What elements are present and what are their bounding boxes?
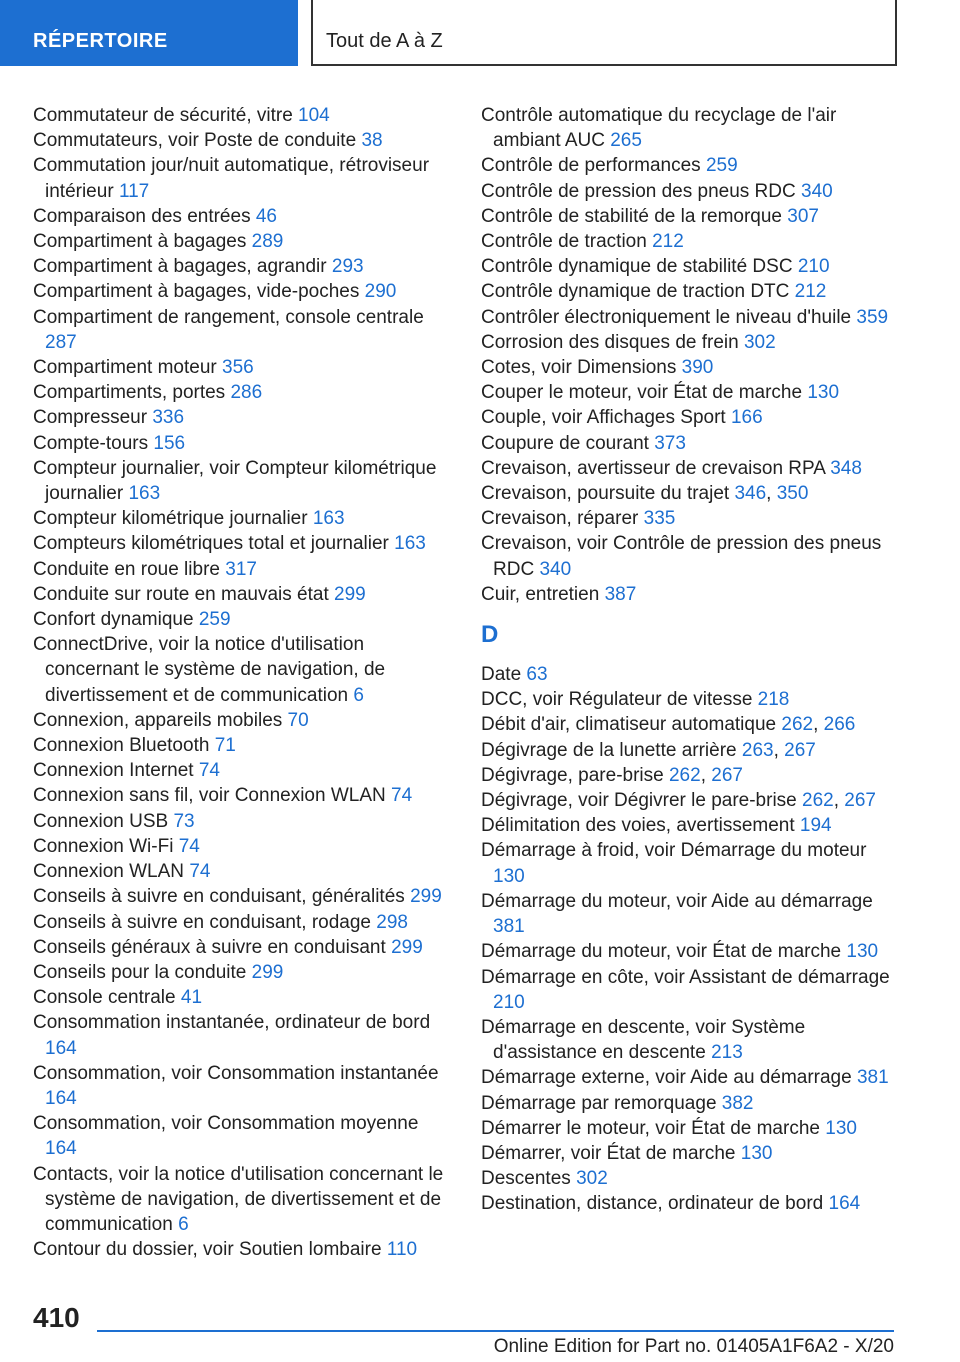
index-entry-text: Démarrage du moteur, voir État de marche xyxy=(481,941,842,963)
page-reference-link[interactable]: 130 xyxy=(493,865,525,887)
index-entry xyxy=(33,884,448,909)
page-reference-link[interactable]: 302 xyxy=(576,1168,608,1190)
index-entry xyxy=(481,1166,891,1191)
footer-edition: Online Edition for Part no. 01405A1F6A2 - X/20 xyxy=(493,1336,894,1357)
index-entry xyxy=(481,1191,891,1216)
index-entry-text: Connexion, appareils mobiles xyxy=(33,709,283,731)
index-entry: Crevaison, poursuite du trajet 346, 350 xyxy=(481,483,809,505)
index-entry-text: Démarrer, voir État de marche xyxy=(481,1142,736,1164)
page-reference-link[interactable]: 194 xyxy=(799,815,832,837)
index-entry xyxy=(481,279,891,304)
index-entry xyxy=(481,506,891,531)
page-reference-link[interactable]: 336 xyxy=(152,407,185,429)
index-entry xyxy=(33,557,448,582)
index-entry: Dégivrage, pare-brise 262, 267 xyxy=(481,764,743,786)
index-entry xyxy=(481,103,891,153)
index-entry xyxy=(481,380,891,405)
page-reference-link[interactable]: 38 xyxy=(361,130,383,152)
index-entry-text: Crevaison, poursuite du trajet xyxy=(481,483,730,505)
page-reference-link[interactable]: 373 xyxy=(654,432,686,454)
index-entry-text: Commutateurs, voir Poste de conduite xyxy=(33,130,357,152)
page-reference-link[interactable]: 213 xyxy=(711,1042,743,1064)
index-entry xyxy=(481,355,891,380)
index-entry xyxy=(33,783,448,808)
index-entry-text: Contrôle de pression des pneus RDC xyxy=(481,180,796,202)
index-entry-text: Descentes xyxy=(481,1168,571,1190)
index-column-left xyxy=(33,103,448,1262)
page-reference-link[interactable]: 267 xyxy=(784,739,816,761)
index-entry-text: Compresseur xyxy=(33,407,148,429)
page-reference-link[interactable]: 302 xyxy=(743,331,776,353)
page-reference-link[interactable]: 6 xyxy=(353,684,364,706)
index-entry xyxy=(33,506,448,531)
index-entry xyxy=(481,254,891,279)
index-entry-text: Contrôler électroniquement le niveau d'huile xyxy=(481,306,852,328)
index-entry xyxy=(33,910,448,935)
page-reference-link[interactable]: 262 xyxy=(668,764,701,786)
index-entry-text: Cuir, entretien xyxy=(481,583,600,605)
index-entry-text: Date xyxy=(481,664,522,686)
index-entry-text: Couple, voir Affichages Sport xyxy=(481,407,726,429)
index-entry xyxy=(481,662,891,687)
index-entry xyxy=(481,1116,891,1141)
page-reference-link[interactable]: 265 xyxy=(610,130,642,152)
index-entry-text: Compartiment à bagages, vide-poches xyxy=(33,281,360,303)
page-reference-link[interactable]: 6 xyxy=(178,1213,189,1235)
page-reference-link[interactable]: 46 xyxy=(255,205,277,227)
index-entry xyxy=(33,1237,448,1262)
page-reference-link[interactable]: 267 xyxy=(711,764,743,786)
index-entry xyxy=(481,838,891,888)
index-entry-text: DCC, voir Régulateur de vitesse xyxy=(481,689,753,711)
index-entry xyxy=(33,582,448,607)
index-entry-text: Cotes, voir Dimensions xyxy=(481,357,677,379)
index-entry-text: Connexion Internet xyxy=(33,760,194,782)
index-entry-text: Contrôle de traction xyxy=(481,231,647,253)
page-reference-link[interactable]: 164 xyxy=(828,1193,861,1215)
index-entry-text: Consommation, voir Consommation instantanée xyxy=(33,1062,439,1084)
index-entry: Dégivrage, voir Dégivrer le pare-brise 262, 267 xyxy=(481,790,876,812)
page-reference-link[interactable]: 340 xyxy=(801,180,833,202)
index-entry-text: Console centrale xyxy=(33,987,176,1009)
index-entry-text: Conseils à suivre en conduisant, rodage xyxy=(33,911,371,933)
index-entry xyxy=(33,431,448,456)
index-entry-text: ConnectDrive, voir la notice d'utilisation concernant le système de navigation, de divertissement et de communication xyxy=(33,634,386,706)
page-reference-link[interactable]: 335 xyxy=(643,508,676,530)
index-entry-text: Dégivrage de la lunette arrière xyxy=(481,739,737,761)
index-entry-text: Crevaison, réparer xyxy=(481,508,639,530)
page-reference-link[interactable]: 286 xyxy=(230,382,263,404)
page-reference-link[interactable]: 163 xyxy=(312,508,345,530)
page-reference-link[interactable]: 164 xyxy=(45,1087,77,1109)
index-entry xyxy=(33,380,448,405)
page-reference-link[interactable]: 163 xyxy=(128,483,161,505)
index-entry xyxy=(33,985,448,1010)
page-reference-link[interactable]: 74 xyxy=(189,861,211,883)
index-entry-text: Destination, distance, ordinateur de bord xyxy=(481,1193,824,1215)
page-reference-link[interactable]: 381 xyxy=(493,916,525,938)
index-entry-text: Conduite en roue libre xyxy=(33,558,220,580)
page-reference-link[interactable]: 130 xyxy=(825,1117,857,1139)
index-entry xyxy=(33,456,448,506)
index-entry xyxy=(481,229,891,254)
index-entry-text: Compteurs kilométriques total et journalier xyxy=(33,533,389,555)
page-reference-link[interactable]: 74 xyxy=(198,760,220,782)
index-entry: Débit d'air, climatiseur automatique 262, 266 xyxy=(481,714,856,736)
index-entry-text: Débit d'air, climatiseur automatique xyxy=(481,714,777,736)
index-entry xyxy=(33,632,448,708)
index-entry xyxy=(33,1061,448,1111)
page-reference-link[interactable]: 259 xyxy=(705,155,738,177)
index-entry-text: Délimitation des voies, avertissement xyxy=(481,815,795,837)
index-entry xyxy=(481,330,891,355)
index-entry-text: Compartiments, portes xyxy=(33,382,226,404)
index-entry xyxy=(481,153,891,178)
index-entry xyxy=(33,733,448,758)
index-entry-text: Conseils à suivre en conduisant, généralités xyxy=(33,886,405,908)
index-entry xyxy=(481,965,891,1015)
index-entry xyxy=(33,254,448,279)
page-reference-link[interactable]: 299 xyxy=(391,936,423,958)
page-reference-link[interactable]: 71 xyxy=(214,735,236,757)
index-entry xyxy=(33,809,448,834)
index-entry-text: Démarrer le moteur, voir État de marche xyxy=(481,1117,820,1139)
index-entry-text: Démarrage par remorquage xyxy=(481,1092,717,1114)
page-reference-link[interactable]: 390 xyxy=(681,357,714,379)
index-entry xyxy=(481,305,891,330)
index-entry-text: Compartiment de rangement, console centrale xyxy=(33,306,424,328)
index-entry xyxy=(33,153,448,203)
index-entry-text: Démarrage en descente, voir Système d'assistance en descente xyxy=(481,1016,806,1064)
page-reference-link[interactable]: 212 xyxy=(652,231,684,253)
page-reference-link[interactable]: 299 xyxy=(251,961,284,983)
index-entry-text: Coupure de courant xyxy=(481,432,649,454)
page-reference-link[interactable]: 299 xyxy=(410,886,442,908)
index-entry xyxy=(33,1010,448,1060)
page-reference-link[interactable]: 164 xyxy=(45,1138,77,1160)
index-entry xyxy=(481,813,891,838)
index-entry-text: Conseils pour la conduite xyxy=(33,961,247,983)
index-entry-text: Consommation, voir Consommation moyenne xyxy=(33,1113,419,1135)
page-reference-link[interactable]: 104 xyxy=(298,105,330,126)
index-entry-text: Compteur kilométrique journalier xyxy=(33,508,308,530)
index-letter-heading: D xyxy=(481,621,499,649)
index-entry-text: Contrôle dynamique de traction DTC xyxy=(481,281,790,303)
page-reference-link[interactable]: 166 xyxy=(730,407,763,429)
page-reference-link[interactable]: 340 xyxy=(539,558,572,580)
index-entry xyxy=(481,1141,891,1166)
index-entry xyxy=(33,1162,448,1238)
page-reference-link[interactable]: 130 xyxy=(807,382,840,404)
page-reference-link[interactable]: 299 xyxy=(334,583,366,605)
page-reference-link[interactable]: 74 xyxy=(391,785,413,807)
page-reference-link[interactable]: 287 xyxy=(45,331,77,353)
index-entry: Dégivrage de la lunette arrière 263, 267 xyxy=(481,739,816,761)
index-entry xyxy=(481,1015,891,1065)
index-entry xyxy=(481,431,891,456)
page-reference-link[interactable]: 156 xyxy=(153,432,186,454)
index-entry xyxy=(481,531,891,581)
page-reference-link[interactable]: 262 xyxy=(802,790,834,812)
index-entry xyxy=(33,834,448,859)
page-reference-link[interactable]: 289 xyxy=(251,231,284,253)
index-entry-text: Démarrage à froid, voir Démarrage du moteur xyxy=(481,840,867,862)
index-entry-text: Connexion Bluetooth xyxy=(33,735,210,757)
index-entry xyxy=(33,607,448,632)
index-entry-text: Corrosion des disques de frein xyxy=(481,331,739,353)
index-entry xyxy=(33,859,448,884)
index-entry xyxy=(481,687,891,712)
index-entry-text: Conduite sur route en mauvais état xyxy=(33,583,329,605)
index-entry-text: Contrôle automatique du recyclage de l'air ambiant AUC xyxy=(481,105,837,152)
index-entry xyxy=(481,939,891,964)
index-entry xyxy=(481,889,891,939)
index-entry xyxy=(481,1065,891,1090)
index-entry xyxy=(33,960,448,985)
index-entry-text: Démarrage externe, voir Aide au démarrage xyxy=(481,1067,852,1089)
subsection-title: Tout de A à Z xyxy=(326,30,443,52)
index-entry xyxy=(33,405,448,430)
section-tab: RÉPERTOIRE xyxy=(0,0,298,66)
index-entry-text: Démarrage du moteur, voir Aide au démarrage xyxy=(481,890,873,912)
page-reference-link[interactable]: 163 xyxy=(394,533,426,555)
index-entry-text: Commutation jour/nuit automatique, rétroviseur intérieur xyxy=(33,155,430,202)
index-entry xyxy=(33,708,448,733)
index-entry xyxy=(33,128,448,153)
index-entry xyxy=(481,405,891,430)
index-entry-text: Comparaison des entrées xyxy=(33,205,251,227)
page-reference-link[interactable]: 210 xyxy=(493,991,525,1013)
index-entry-text: Compteur journalier, voir Compteur kilométrique journalier xyxy=(33,457,437,505)
page-reference-link[interactable]: 290 xyxy=(364,281,397,303)
index-entry xyxy=(33,758,448,783)
page-reference-link[interactable]: 63 xyxy=(526,664,548,686)
page-reference-link[interactable]: 381 xyxy=(856,1067,889,1089)
page-reference-link[interactable]: 70 xyxy=(287,709,309,731)
index-entry-text: Contrôle dynamique de stabilité DSC xyxy=(481,256,793,278)
index-entry xyxy=(33,305,448,355)
index-entry-text: Contrôle de performances xyxy=(481,155,701,177)
index-entry xyxy=(33,229,448,254)
page-reference-link[interactable]: 263 xyxy=(741,739,774,761)
index-entry xyxy=(481,204,891,229)
page-reference-link[interactable]: 74 xyxy=(178,835,200,857)
index-entry xyxy=(481,582,891,607)
page-reference-link[interactable]: 218 xyxy=(757,689,790,711)
index-entry-text: Compartiment à bagages xyxy=(33,231,247,253)
page-reference-link[interactable]: 212 xyxy=(794,281,827,303)
page-reference-link[interactable]: 41 xyxy=(180,987,203,1009)
index-entry xyxy=(33,103,448,128)
page-reference-link[interactable]: 262 xyxy=(781,714,814,736)
page-reference-link[interactable]: 164 xyxy=(45,1037,77,1059)
index-column-right xyxy=(481,103,891,1217)
index-entry-text: Compartiment moteur xyxy=(33,357,217,379)
page-reference-link[interactable]: 130 xyxy=(740,1142,773,1164)
page-reference-link[interactable]: 387 xyxy=(604,583,637,605)
page-reference-link[interactable]: 117 xyxy=(118,180,150,202)
footer-rule xyxy=(97,1330,894,1332)
index-entry-text: Connexion WLAN xyxy=(33,861,185,883)
page-reference-link[interactable]: 350 xyxy=(776,483,809,505)
index-entry-text: Crevaison, avertisseur de crevaison RPA xyxy=(481,457,825,479)
index-entry xyxy=(481,1091,891,1116)
page-number: 410 xyxy=(33,1302,80,1333)
index-entry-text: Commutateur de sécurité, vitre xyxy=(33,105,293,126)
index-entry xyxy=(33,1111,448,1161)
page-reference-link[interactable]: 130 xyxy=(846,941,879,963)
index-entry xyxy=(33,935,448,960)
page-reference-link[interactable]: 317 xyxy=(225,558,257,580)
index-entry-text: Consommation instantanée, ordinateur de bord xyxy=(33,1012,431,1034)
page-reference-link[interactable]: 359 xyxy=(856,306,889,328)
index-entry-text: Compartiment à bagages, agrandir xyxy=(33,256,327,278)
index-entry-text: Compte-tours xyxy=(33,432,149,454)
page-reference-link[interactable]: 266 xyxy=(823,714,856,736)
index-entry xyxy=(481,179,891,204)
page-reference-link[interactable]: 210 xyxy=(797,256,830,278)
page-reference-link[interactable]: 73 xyxy=(173,810,195,832)
index-entry-text: Connexion USB xyxy=(33,810,169,832)
page-reference-link[interactable]: 356 xyxy=(222,357,254,379)
index-entry-text: Conseils généraux à suivre en conduisant xyxy=(33,936,386,958)
page-reference-link[interactable]: 346 xyxy=(734,483,767,505)
index-entry xyxy=(33,204,448,229)
index-entry-text: Crevaison, voir Contrôle de pression des pneus RDC xyxy=(481,533,882,580)
index-entry-text: Connexion Wi-Fi xyxy=(33,835,174,857)
index-entry-text: Contour du dossier, voir Soutien lombaire xyxy=(33,1239,382,1261)
index-entry-text: Connexion sans fil, voir Connexion WLAN xyxy=(33,785,386,807)
page-reference-link[interactable]: 348 xyxy=(830,457,862,479)
page-reference-link[interactable]: 267 xyxy=(844,790,876,812)
index-entry-text: Couper le moteur, voir État de marche xyxy=(481,382,803,404)
index-entry-text: Contacts, voir la notice d'utilisation concernant le système de navigation, de divertissement et de communication xyxy=(33,1163,444,1235)
index-entry xyxy=(33,279,448,304)
index-entry-text: Dégivrage, pare-brise xyxy=(481,764,664,786)
page-header xyxy=(0,0,960,66)
index-entry xyxy=(33,531,448,556)
page-reference-link[interactable]: 259 xyxy=(198,609,231,631)
index-entry-text: Démarrage en côte, voir Assistant de démarrage xyxy=(481,966,890,988)
index-entry-text: Confort dynamique xyxy=(33,609,194,631)
index-entry xyxy=(33,355,448,380)
page-reference-link[interactable]: 307 xyxy=(787,205,819,227)
index-entry-text: Contrôle de stabilité de la remorque xyxy=(481,205,783,227)
page-reference-link[interactable]: 293 xyxy=(331,256,364,278)
index-entry xyxy=(481,456,891,481)
page-reference-link[interactable]: 298 xyxy=(376,911,408,933)
index-entry-text: Dégivrage, voir Dégivrer le pare-brise xyxy=(481,790,797,812)
page-reference-link[interactable]: 382 xyxy=(721,1092,754,1114)
page-reference-link[interactable]: 110 xyxy=(386,1239,418,1261)
